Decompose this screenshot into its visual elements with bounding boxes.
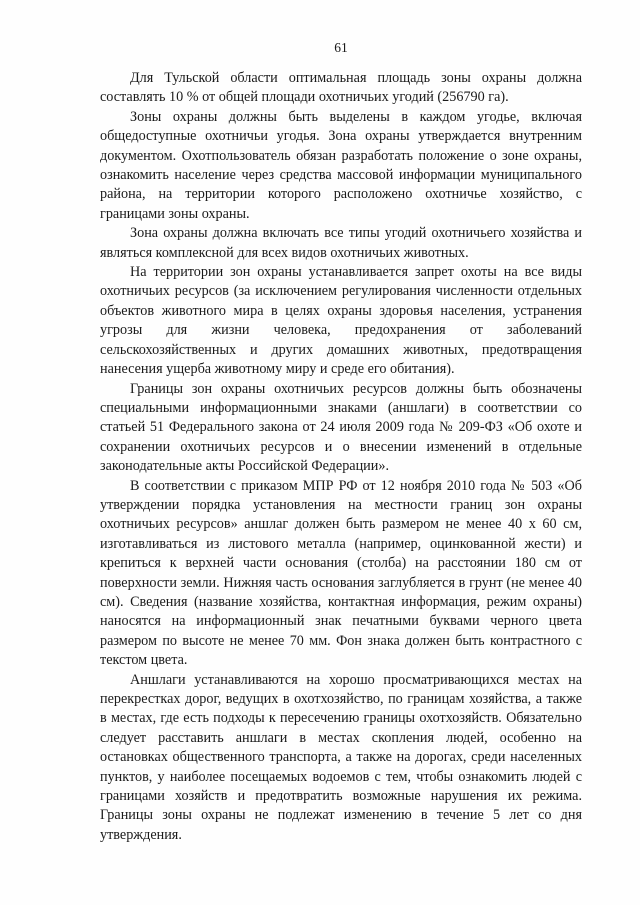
paragraph-boundary-signs: Границы зон охраны охотничьих ресурсов должны быть обозначены специальными информационными знаками (аншлаги) в соответствии со статьей 51 Федерального закона от 24 июля 2009 года № 209-ФЗ «Об охоте и сохранении охотничьих ресурсов и о внесении изменений в отдельные законодательные акты Российской Федерации». (100, 380, 582, 475)
paragraph-sign-placement: Аншлаги устанавливаются на хорошо просматривающихся местах на перекрестках дорог, ведущих в охотхозяйство, по границам хозяйства, а также в местах, где есть подходы к пересечению границы охотхозяйств. Обязательно следует расставить аншлаги в местах скопления людей, особенно на остановках общественного транспорта, а также на дорогах, среди населенных пунктов, у наиболее посещаемых водоемов с тем, чтобы ознакомить людей с границами хозяйств и предотвратить возможные нарушения их режима. Границы зоны охраны не подлежат изменению в течение 5 лет со дня утверждения. (100, 671, 582, 843)
page-number: 61 (334, 40, 348, 55)
document-body (100, 69, 582, 845)
paragraph-zone-allocation: Зоны охраны должны быть выделены в каждом угодье, включая общедоступные охотничьи угодья. Зона охраны утверждается внутренним документом. Охотпользователь обязан разработать положение о зоне охраны, ознакомить население через средства массовой информации муниципального района, на территории которого расположено охотничье хозяйство, с границами зоны охраны. (100, 108, 582, 222)
paragraph-sign-requirements: В соответствии с приказом МПР РФ от 12 ноября 2010 года № 503 «Об утверждении порядка установления на местности границ зон охраны охотничьих ресурсов» аншлаг должен быть размером не менее 40 х 60 см, изготавливаться из листового металла (например, оцинкованной жести) и крепиться к верхней части основания (столба) на расстоянии 180 см от поверхности земли. Нижняя часть основания заглубляется в грунт (не менее 40 см). Сведения (название хозяйства, контактная информация, режим охраны) наносятся на информационный знак печатными буквами черного цвета размером по высоте не менее 70 мм. Фон знака должен быть контрастного с текстом цвета. (100, 477, 582, 669)
paragraph-hunting-ban: На территории зон охраны устанавливается запрет охоты на все виды охотничьих ресурсов (за исключением регулирования численности отдельных объектов животного мира в целях охраны здоровья населения, устранения угрозы для жизни человека, предохранения от заболеваний сельскохозяйственных и других домашних животных, предотвращения нанесения ущерба животному миру и среде его обитания). (100, 264, 582, 378)
paragraph-zone-composition: Зона охраны должна включать все типы угодий охотничьего хозяйства и являться комплексной для всех видов охотничьих животных. (100, 225, 582, 261)
paragraph-optimal-area: Для Тульской области оптимальная площадь зоны охраны должна составлять 10 % от общей площади охотничьих угодий (256790 га). (100, 70, 582, 106)
